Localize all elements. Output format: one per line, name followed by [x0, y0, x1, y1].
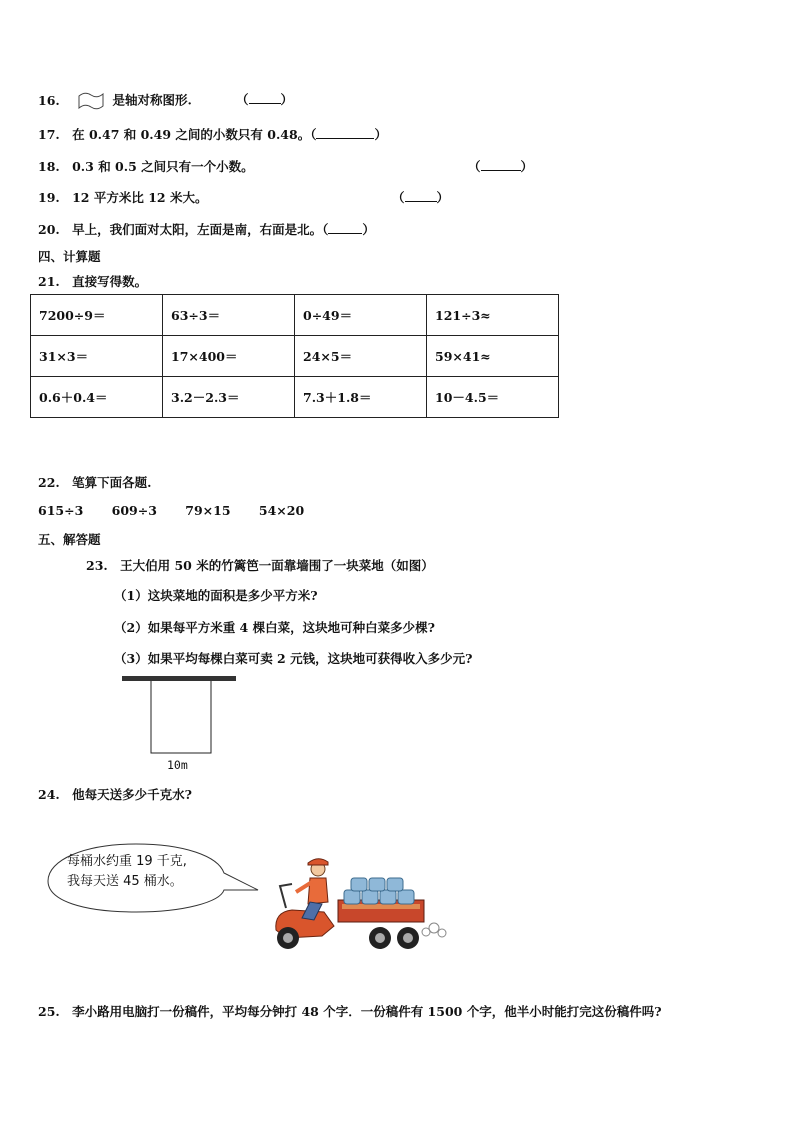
question-number: 18. [38, 159, 60, 174]
question-text: 12 平方米比 12 米大。 [72, 190, 208, 205]
question-text: 是轴对称图形. [112, 92, 192, 108]
table-cell: 10－4.5＝ [427, 377, 559, 418]
calculation-table [30, 294, 559, 418]
written-calc-item: 79×15 [185, 503, 231, 518]
table-cell: 7.3＋1.8＝ [295, 377, 427, 418]
fence-outline [151, 681, 211, 753]
answer-blank[interactable] [316, 127, 374, 139]
section-title: 五、解答题 [38, 532, 101, 547]
answer-blank[interactable] [249, 92, 281, 104]
answer-parens-16: （ ） [236, 92, 294, 107]
question-23 [86, 556, 434, 574]
question-20: 20. 早上，我们面对太阳，左面是南，右面是北。（ ） [38, 222, 375, 237]
bubble-line: 每桶水约重 19 千克, [67, 854, 187, 869]
question-number: 21. [38, 274, 60, 289]
table-cell: 31×3＝ [31, 336, 163, 377]
table-cell: 24×5＝ [295, 336, 427, 377]
question-16 [38, 90, 192, 112]
sub-question-3: （3）如果平均每棵白菜可卖 2 元钱，这块地可获得收入多少元? [114, 651, 473, 666]
question-25 [38, 1002, 662, 1020]
question-text: 笔算下面各题. [72, 475, 152, 490]
table-cell: 3.2－2.3＝ [163, 377, 295, 418]
bubble-line: 我每天送 45 桶水。 [67, 874, 183, 889]
table-cell: 0÷49＝ [295, 295, 427, 336]
written-calc-item: 54×20 [258, 503, 305, 518]
section-title: 四、计算题 [38, 249, 101, 264]
question-21 [38, 272, 147, 290]
garden-diagram [118, 672, 248, 772]
answer-parens-19: （ ） [392, 190, 450, 205]
question-number: 20. [38, 222, 60, 237]
question-number: 23. [86, 558, 108, 573]
delivery-tricycle-image [262, 852, 452, 957]
table-row [31, 295, 559, 336]
table-cell: 7200÷9＝ [31, 295, 163, 336]
sub-question-1: （1）这块菜地的面积是多少平方米? [114, 588, 318, 603]
question-number: 19. [38, 190, 60, 205]
question-text: 直接写得数。 [72, 274, 148, 289]
question-number: 24. [38, 787, 60, 802]
written-calc-item: 615÷3 [38, 503, 84, 518]
question-number: 16. [38, 92, 60, 108]
question-text: 王大伯用 50 米的竹篱笆一面靠墙围了一块菜地（如图） [120, 558, 434, 573]
table-cell: 17×400＝ [163, 336, 295, 377]
question-17: 17. 在 0.47 和 0.49 之间的小数只有 0.48。（ ） [38, 127, 387, 142]
question-text: 在 0.47 和 0.49 之间的小数只有 0.48。（ [72, 127, 317, 142]
answer-parens-18: （ ） [468, 159, 534, 174]
table-cell: 59×41≈ [427, 336, 559, 377]
figure-label: 10m [167, 758, 188, 772]
answer-blank[interactable] [405, 190, 437, 202]
question-18 [38, 157, 254, 175]
question-text: 他每天送多少千克水? [72, 787, 192, 802]
question-number: 22. [38, 475, 60, 490]
table-cell: 121÷3≈ [427, 295, 559, 336]
question-number: 17. [38, 127, 60, 142]
table-cell: 63÷3＝ [163, 295, 295, 336]
question-22 [38, 473, 151, 491]
question-19 [38, 188, 207, 206]
question-text: 0.3 和 0.5 之间只有一个小数。 [72, 159, 254, 174]
question-24 [38, 785, 192, 803]
written-calc-list [38, 503, 328, 518]
table-row [31, 377, 559, 418]
question-number: 25. [38, 1004, 60, 1019]
table-cell: 0.6＋0.4＝ [31, 377, 163, 418]
wall-bar [122, 676, 236, 681]
written-calc-item: 609÷3 [111, 503, 157, 518]
wave-flag-icon [76, 90, 106, 112]
answer-blank[interactable] [481, 159, 521, 171]
answer-blank[interactable] [328, 222, 362, 234]
sub-question-2: （2）如果每平方米重 4 棵白菜，这块地可种白菜多少棵? [114, 620, 435, 635]
table-row [31, 336, 559, 377]
question-text: 早上，我们面对太阳，左面是南，右面是北。（ [72, 222, 329, 237]
question-text: 李小路用电脑打一份稿件，平均每分钟打 48 个字．一份稿件有 1500 个字，他半小时能打完这份稿件吗? [72, 1004, 662, 1019]
